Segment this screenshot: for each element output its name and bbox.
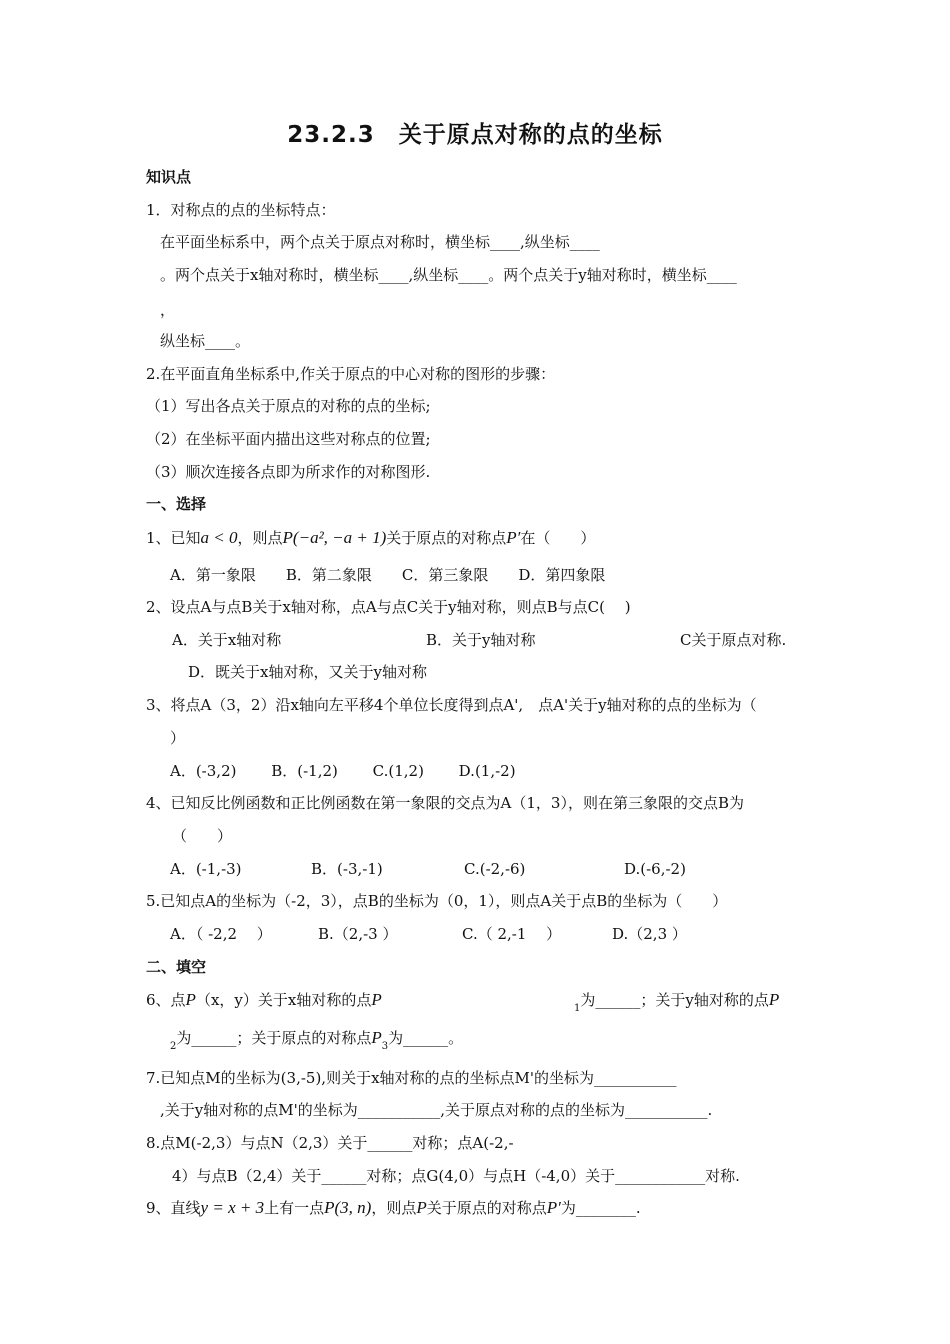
knowledge-item-1-line-4: 纵坐标____。 — [160, 332, 251, 350]
page-title: 23.2.3 关于原点对称的点的坐标 — [287, 122, 663, 148]
q1-mid2: 关于原点的对称点 — [386, 529, 507, 547]
question-5-option-c: C.（ 2,-1 ） — [462, 925, 562, 943]
question-6-line-2 — [170, 1028, 463, 1051]
q6-p1-subscript: 1 — [574, 1003, 581, 1014]
q6-point-p-x: P — [371, 990, 382, 1009]
q1-suffix: 在（ ） — [520, 529, 596, 547]
knowledge-step-1: （1）写出各点关于原点的对称的点的坐标; — [146, 397, 431, 415]
q6-point-p: P — [185, 990, 196, 1009]
q6-point-p-y: P — [768, 990, 780, 1009]
question-1-stem — [146, 528, 595, 548]
question-5-stem: 5.已知点A的坐标为（-2，3），点B的坐标为（0，1），则点A关于点B的坐标为（ ） — [146, 892, 728, 910]
q9-p: P — [416, 1198, 427, 1217]
knowledge-step-2: （2）在坐标平面内描出这些对称点的位置; — [146, 430, 431, 448]
question-3-stem-cont: ） — [170, 729, 186, 747]
question-7-line-1: 7.已知点M的坐标为(3,-5),则关于x轴对称的点的坐标点M'的坐标为___________ — [146, 1069, 677, 1087]
q6-prefix: 6、点 — [146, 991, 186, 1009]
question-5-option-b: B.（2,-3 ） — [318, 925, 398, 943]
section-fill-heading: 二、填空 — [146, 958, 207, 976]
knowledge-item-1-line-2: 。两个点关于x轴对称时，横坐标____,纵坐标____。两个点关于y轴对称时，横坐标____ — [160, 266, 737, 284]
question-9 — [146, 1198, 641, 1218]
question-7-line-2: ,关于y轴对称的点M'的坐标为___________,关于原点对称的点的坐标为___________. — [160, 1101, 713, 1119]
question-2-option-a: A．关于x轴对称 — [172, 631, 282, 649]
q6-x-axis-text: （x，y）关于x轴对称的点 — [195, 991, 372, 1009]
q6-p2-subscript: 2 — [170, 1041, 177, 1052]
q1-pprime: P′ — [506, 528, 521, 547]
question-8-line-1: 8.点M(-2,3）与点N（2,3）关于______对称；点A(-2,- — [146, 1134, 514, 1152]
question-4-option-d: D.(-6,-2) — [624, 860, 686, 878]
question-2-option-d: D．既关于x轴对称，又关于y轴对称 — [188, 663, 427, 681]
knowledge-step-3: （3）顺次连接各点即为所求作的对称图形. — [146, 463, 431, 481]
knowledge-item-2: 2.在平面直角坐标系中,作关于原点的中心对称的图形的步骤： — [146, 365, 556, 383]
question-2-option-c: C关于原点对称. — [680, 631, 787, 649]
question-5-option-a: A．（ -2,2 ） — [170, 925, 272, 943]
question-6-line-1a — [146, 990, 382, 1010]
q9-equation: y = x + 3 — [200, 1198, 265, 1217]
q6-origin-text: 为______；关于原点的对称点 — [176, 1029, 372, 1047]
q6-point-p-o: P — [371, 1028, 382, 1047]
q6-end-text: 为______。 — [388, 1029, 464, 1047]
q6-p3-subscript: 3 — [381, 1041, 389, 1052]
knowledge-item-1-line-1: 在平面坐标系中，两个点关于原点对称时，横坐标____,纵坐标____ — [160, 233, 600, 251]
q1-mid1: ，则点 — [237, 529, 283, 547]
q1-point: P(−a², −a + 1) — [282, 528, 387, 547]
q9-pprime: P′ — [546, 1198, 561, 1217]
question-3-options: A．(-3,2) B．(-1,2) C.(1,2) D.(1,-2) — [170, 762, 516, 780]
question-5-option-d: D.（2,3 ） — [612, 925, 687, 943]
question-8-line-2: 4）与点B（2,4）关于______对称；点G(4,0）与点H（-4,0）关于____________对称. — [172, 1167, 740, 1185]
question-3-stem: 3、将点A（3，2）沿x轴向左平移4个单位长度得到点A', 点A'关于y轴对称的点的坐标为（ — [146, 696, 757, 714]
q1-condition: a < 0 — [200, 528, 238, 547]
question-6-line-1b — [574, 990, 779, 1013]
question-2-stem: 2、设点A与点B关于x轴对称，点A与点C关于y轴对称，则点B与点C( ) — [146, 598, 631, 616]
section-choice-heading: 一、选择 — [146, 495, 207, 513]
q9-point: P(3, n) — [324, 1198, 372, 1217]
q9-mid3: 关于原点的对称点 — [426, 1199, 547, 1217]
q9-prefix: 9、直线 — [146, 1199, 201, 1217]
q9-suffix: 为________. — [560, 1199, 641, 1217]
question-4-stem-cont: （ ） — [172, 827, 233, 845]
question-1-options: A．第一象限 B．第二象限 C．第三象限 D．第四象限 — [170, 566, 606, 584]
q1-prefix: 1、已知 — [146, 529, 201, 547]
question-4-option-b: B．(-3,-1) — [311, 860, 383, 878]
q9-mid1: 上有一点 — [264, 1199, 325, 1217]
question-4-option-c: C.(-2,-6) — [464, 860, 526, 878]
knowledge-item-1: 1．对称点的点的坐标特点： — [146, 201, 336, 219]
q9-mid2: ，则点 — [371, 1199, 417, 1217]
question-2-option-b: B．关于y轴对称 — [426, 631, 536, 649]
question-4-option-a: A．(-1,-3) — [170, 860, 242, 878]
q6-y-axis-text: 为______；关于y轴对称的点 — [580, 991, 769, 1009]
knowledge-item-1-line-3: ， — [160, 301, 176, 319]
knowledge-heading: 知识点 — [146, 168, 192, 186]
question-4-stem: 4、已知反比例函数和正比例函数在第一象限的交点为A（1，3），则在第三象限的交点B为 — [146, 794, 744, 812]
